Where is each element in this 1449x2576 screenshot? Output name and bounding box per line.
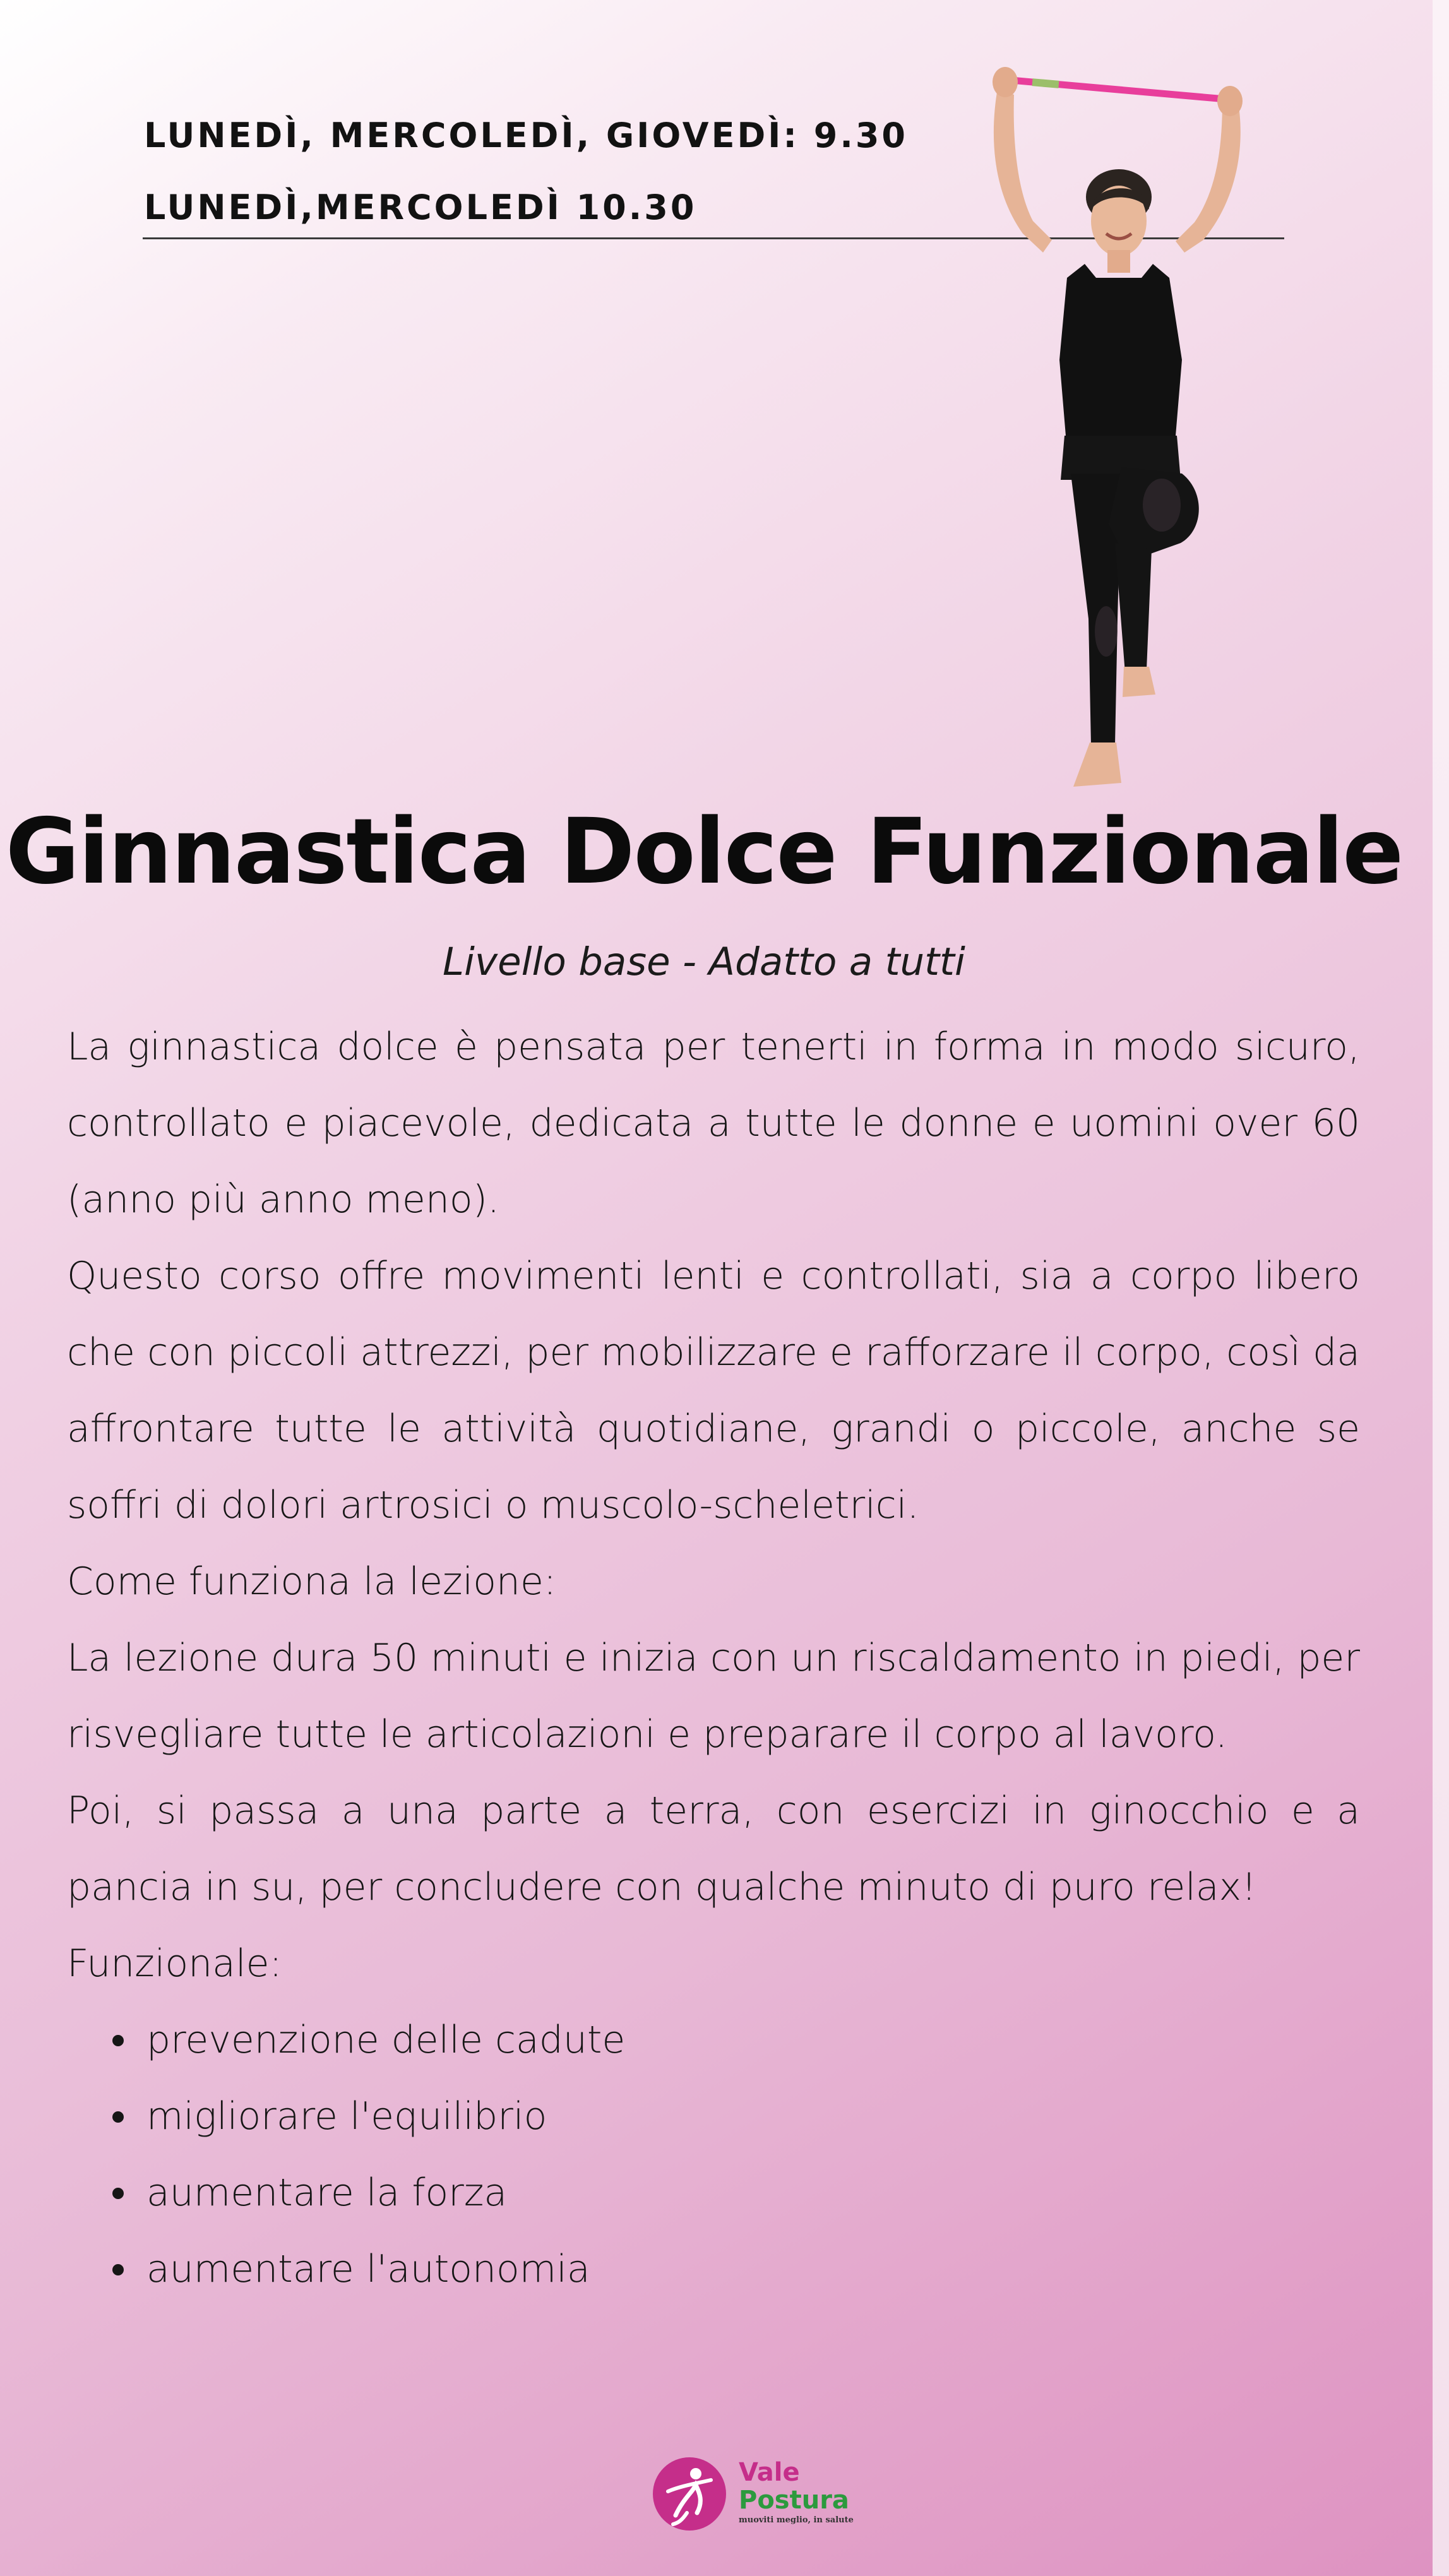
logo-name-vale: Vale	[739, 2458, 800, 2487]
schedule-line-1: LUNEDÌ, MERCOLEDÌ, GIOVEDÌ: 9.30	[144, 116, 909, 155]
page-title: Ginnastica Dolce Funzionale	[5, 799, 1403, 904]
logo-name-postura: Postura	[739, 2486, 849, 2515]
list-item: aumentare la forza	[67, 2155, 1360, 2231]
schedule-line-2: LUNEDÌ,MERCOLEDÌ 10.30	[144, 188, 697, 227]
paragraph-lesson: La lezione dura 50 minuti e inizia con un riscaldamento in piedi, per risvegliare tutte le articolazioni e preparare il corpo al lavoro.	[67, 1636, 1360, 1756]
brand-logo	[650, 2455, 859, 2537]
paragraph-course: Questo corso offre movimenti lenti e controllati, sia a corpo libero che con piccoli attrezzi, per mobilizzare e rafforzare il corpo, così da affrontare tutte le attività quotidiane, grandi o piccole, anche se soffri di dolori artrosici o muscolo-scheletrici.	[67, 1254, 1360, 1527]
page-subtitle: Livello base - Adatto a tutti	[443, 939, 965, 984]
logo-figure-icon	[650, 2455, 729, 2533]
paragraph-intro: La ginnastica dolce è pensata per tenerti in forma in modo sicuro, controllato e piacevole, dedicata a tutte le donne e uomini over 60 (anno più anno meno).	[67, 1025, 1360, 1222]
paragraph-functional-heading: Funzionale:	[67, 1941, 282, 1986]
list-item: prevenzione delle cadute	[67, 2002, 1360, 2078]
benefits-list	[67, 2002, 1360, 2308]
list-item: aumentare l'autonomia	[67, 2231, 1360, 2308]
paragraph-how-it-works-heading: Come funziona la lezione:	[67, 1559, 557, 1604]
paragraph-floor: Poi, si passa a una parte a terra, con esercizi in ginocchio e a pancia in su, per concludere con qualche minuto di puro relax!	[67, 1789, 1360, 1909]
description-body	[67, 1009, 1360, 2308]
instructor-photo	[972, 63, 1263, 802]
list-item: migliorare l'equilibrio	[67, 2078, 1360, 2155]
right-edge-strip	[1433, 0, 1449, 2576]
logo-tagline: muoviti meglio, in salute	[739, 2515, 854, 2525]
